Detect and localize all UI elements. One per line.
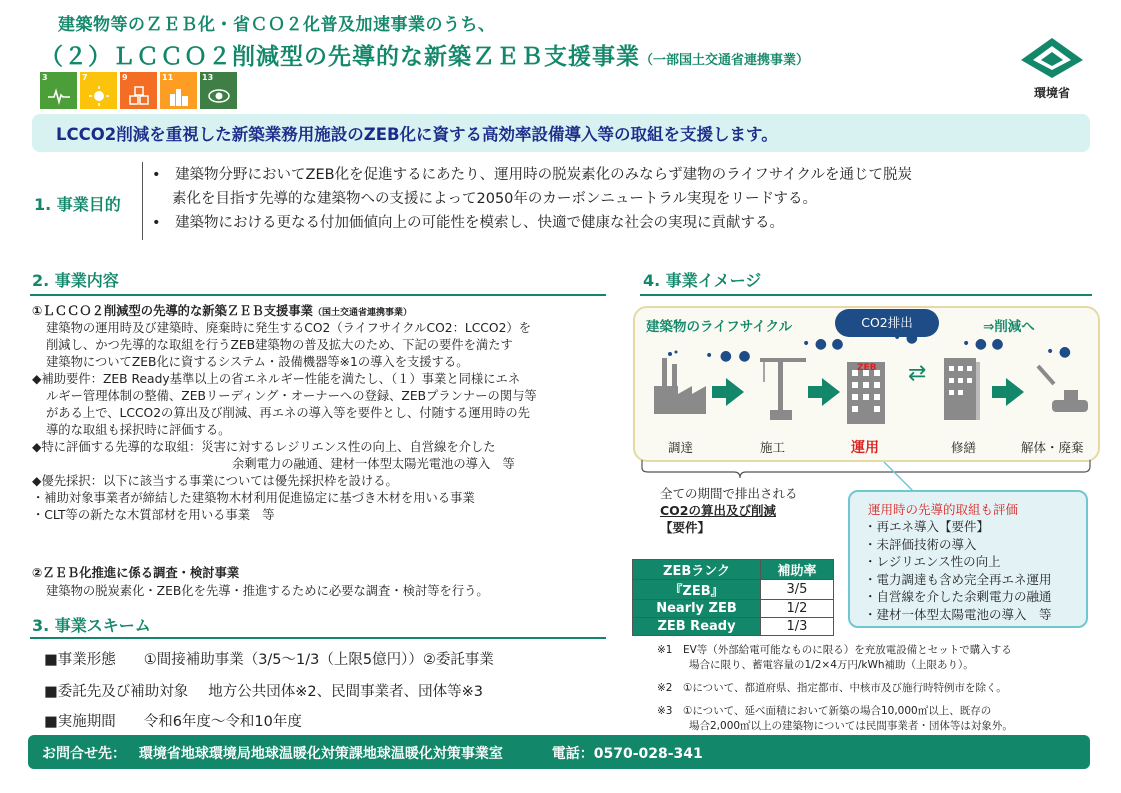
all-period-line: 【要件】: [660, 520, 711, 535]
sdg-num: 9: [122, 73, 128, 82]
demolition-icon: [1030, 362, 1094, 420]
scheme-value: 令和6年度～令和10年度: [143, 714, 302, 730]
scheme-label: ■実施期間: [44, 714, 116, 730]
table-header-row: [633, 560, 834, 580]
content-item2-title: ②ＺＥＢ化推進に係る調査・検討事業: [32, 566, 240, 580]
purpose-bullet-text: 建築物分野においてZEB化を促進するにあたり、運用時の脱炭素化のみならず建物のライフサイクルを通じて脱炭: [175, 167, 912, 183]
body-line: ・CLT等の新たな木質部材を用いる事業 等: [32, 508, 275, 522]
scheme-row-type: [44, 648, 494, 669]
sdg-3-tile: [40, 72, 77, 109]
reduce-label: ⇒削減へ: [983, 319, 1035, 335]
body-line: ・補助対象事業者が締結した建築物木材利用促進協定に基づき木材を用いる事業: [32, 491, 475, 505]
scheme-row-period: [44, 710, 302, 731]
content-title: 2. 事業内容: [32, 271, 119, 290]
table-row: [633, 580, 834, 600]
stage-repair: 修繕: [951, 440, 977, 455]
body-line: ◆優先採択：以下に該当する事業については優先採択枠を設ける。: [32, 474, 398, 488]
eye-globe-icon: [208, 86, 230, 106]
header-line1: 建築物等のＺＥＢ化・省ＣＯ２化普及加速事業のうち、: [58, 15, 496, 35]
heartbeat-icon: [48, 86, 70, 106]
lifecycle-label: 建築物のライフサイクル: [646, 319, 793, 335]
emission-dots: • ● ●: [962, 336, 1004, 352]
eval-item: ・再エネ導入【要件】: [864, 519, 990, 534]
scheme-title: 3. 事業スキーム: [32, 616, 151, 635]
ministry-name: 環境省: [1033, 86, 1070, 100]
footnote: 場合2,000㎡以上の建築物については民間事業者・団体等は対象外。: [689, 720, 1013, 732]
co2-cloud: CO2排出: [835, 309, 939, 337]
sdg-num: 13: [202, 73, 214, 82]
body-line: がある上で、LCCO2の算出及び削減、再エネの導入等を要件とし、付随する運用時の先: [46, 406, 530, 420]
cycle-arrows-icon: ⇄: [908, 361, 927, 386]
footnote: 場合に限り、蓄電容量の1/2×4万円/kWh補助（上限あり）。: [689, 659, 974, 671]
sdg-9-tile: [120, 72, 157, 109]
eval-item: ・未評価技術の導入: [864, 536, 977, 552]
scheme-value: 地方公共団体※2、民間事業者、団体等※3: [208, 684, 483, 700]
sdg-11-tile: [160, 72, 197, 109]
purpose-bullet-1-cont: 素化を目指す先導的な建築物への支援によって2050年のカーボンニュートラル実現をリードする。: [172, 191, 818, 207]
body-line: 導的な取組も採択時に評価する。: [46, 423, 231, 437]
table-header-cell: ZEBランク: [633, 560, 761, 580]
image-title: 4. 事業イメージ: [643, 271, 762, 290]
footnotes: [657, 643, 1013, 734]
all-period-line: 全ての期間で排出される: [660, 486, 798, 501]
ministry-logo: [1017, 36, 1087, 98]
flow-arrow: [808, 378, 840, 406]
sdg-num: 3: [42, 73, 48, 82]
crane-icon: [756, 352, 808, 422]
body-line: ◆補助要件：ZEB Ready基準以上の省エネルギー性能を満たし、（１）事業と同様にエネ: [32, 372, 521, 386]
eval-item: ・建材一体型太陽電池の導入 等: [864, 606, 1052, 622]
table-cell-rank: ZEB Ready: [633, 618, 761, 636]
content-item2-line: 建築物の脱炭素化・ZEB化を先導・推進するために必要な調査・検討等を行う。: [46, 584, 489, 598]
table-cell-rank: Nearly ZEB: [633, 600, 761, 618]
image-rule: [640, 294, 1092, 296]
page-title-text: （２）ＬＣＣＯ２削減型の先導的な新築ＺＥＢ支援事業: [40, 44, 640, 70]
emission-dots: • ● ●: [802, 336, 844, 352]
zeb-tag: ZEB: [857, 363, 877, 373]
flow-arrow: [712, 378, 744, 406]
scheme-label: ■事業形態: [44, 652, 116, 668]
sdg-num: 7: [82, 73, 88, 82]
body-line: 建築物についてZEB化に資するシステム・設備機器等※1の導入を支援する。: [46, 355, 469, 369]
table-row: [633, 600, 834, 618]
emission-dots: • ●: [1046, 344, 1071, 360]
repair-building-icon: [940, 352, 984, 422]
factory-icon: [652, 350, 708, 418]
purpose-title: 1. 事業目的: [34, 195, 121, 214]
table-row: [633, 618, 834, 636]
summary-banner: LCCO2削減を重視した新築業務用施設のZEB化に資する高効率設備導入等の取組を支援します。: [32, 114, 1090, 152]
content-rule: [30, 294, 606, 296]
eval-title: 運用時の先導的取組も評価: [868, 502, 1019, 517]
contact-label: お問合せ先：: [42, 746, 126, 762]
eval-item: ・レジリエンス性の向上: [864, 554, 1001, 569]
city-icon: [168, 86, 190, 106]
emission-dots: • ●: [893, 330, 918, 346]
sun-icon: [88, 86, 110, 106]
table-cell-rank: 『ZEB』: [633, 580, 761, 600]
sdg-num: 11: [162, 73, 174, 82]
purpose-divider: [142, 162, 143, 240]
body-line: ルギー管理体制の整備、ZEBリーディング・オーナーへの登録、ZEBプランナーの関与等: [46, 389, 537, 403]
flow-arrow: [992, 378, 1024, 406]
body-line: 削減し、かつ先導的な取組を行うZEB建築物の普及拡大のため、下記の要件を満たす: [46, 338, 513, 352]
body-line: ◆特に評価する先導的な取組：災害に対するレジリエンス性の向上、自営線を介した: [32, 440, 496, 454]
footnote: ※3 ①について、延べ面積において新築の場合10,000㎡以上、既存の: [657, 705, 992, 717]
sdg-13-tile: [200, 72, 237, 109]
stage-operation: 運用: [851, 440, 879, 456]
zeb-building-icon: [844, 348, 888, 426]
all-period-text: [660, 485, 798, 536]
eval-list: [864, 518, 1052, 623]
content-item1-body: [32, 320, 537, 524]
purpose-bullet-2: • 建築物における更なる付加価値向上の可能性を模索し、快適で健康な社会の実現に貢献する。: [152, 215, 785, 231]
purpose-bullet-1: • 建築物分野においてZEB化を促進するにあたり、運用時の脱炭素化のみならず建物のライフサイクルを通じて脱炭: [152, 167, 912, 183]
eval-item: ・電力調達も含め完全再エネ運用: [864, 571, 1052, 587]
cubes-icon: [128, 86, 150, 106]
footnote: ※1 EV等（外部給電可能なものに限る）を充放電設備とセットで購入する: [657, 644, 1012, 656]
contact-footer: [28, 735, 1090, 769]
stage-construction: 施工: [760, 440, 786, 455]
body-line: 余剰電力の融通、建材一体型太陽光電池の導入 等: [232, 457, 515, 471]
page-title: [40, 38, 809, 71]
all-period-line: CO2の算出及び削減: [660, 503, 776, 518]
zeb-rank-table: [632, 559, 834, 636]
contact-org: 環境省地球環境局地球温暖化対策課地球温暖化対策事業室: [138, 746, 503, 762]
table-header-cell: 補助率: [761, 560, 834, 580]
contact-phone: 電話：0570-028-341: [551, 746, 703, 762]
body-line: 建築物の運用時及び建築時、廃棄時に発生するCO2（ライフサイクルCO2：LCCO2）を: [46, 321, 531, 335]
scheme-value: ①間接補助事業（3/5～1/3（上限5億円））②委託事業: [143, 652, 494, 668]
eval-item: ・自営線を介した余剰電力の融通: [864, 589, 1052, 604]
scheme-rule: [30, 637, 606, 639]
emission-dots: • ● ●: [705, 348, 752, 364]
table-cell-rate: 1/2: [761, 600, 834, 618]
scheme-label: ■委託先及び補助対象: [44, 684, 189, 700]
operation-eval-box: [848, 490, 1088, 628]
item1-title-text: ①ＬＣＣＯ２削減型の先導的な新築ＺＥＢ支援事業: [32, 304, 313, 318]
purpose-bullet-text: 建築物における更なる付加価値向上の可能性を模索し、快適で健康な社会の実現に貢献する。: [175, 215, 785, 231]
stage-procurement: 調達: [668, 440, 694, 455]
table-cell-rate: 1/3: [761, 618, 834, 636]
sdg-7-tile: [80, 72, 117, 109]
page-title-note: （一部国土交通省連携事業）: [640, 53, 810, 68]
stage-demolition: 解体・廃棄: [1021, 440, 1084, 455]
footnote: ※2 ①について、都道府県、指定都市、中核市及び施行時特例市を除く。: [657, 682, 1007, 694]
item1-note: （国土交通省連携事業）: [312, 308, 412, 318]
ministry-logo-icon: [1017, 36, 1087, 80]
scheme-row-target: [44, 680, 483, 701]
table-cell-rate: 3/5: [761, 580, 834, 600]
